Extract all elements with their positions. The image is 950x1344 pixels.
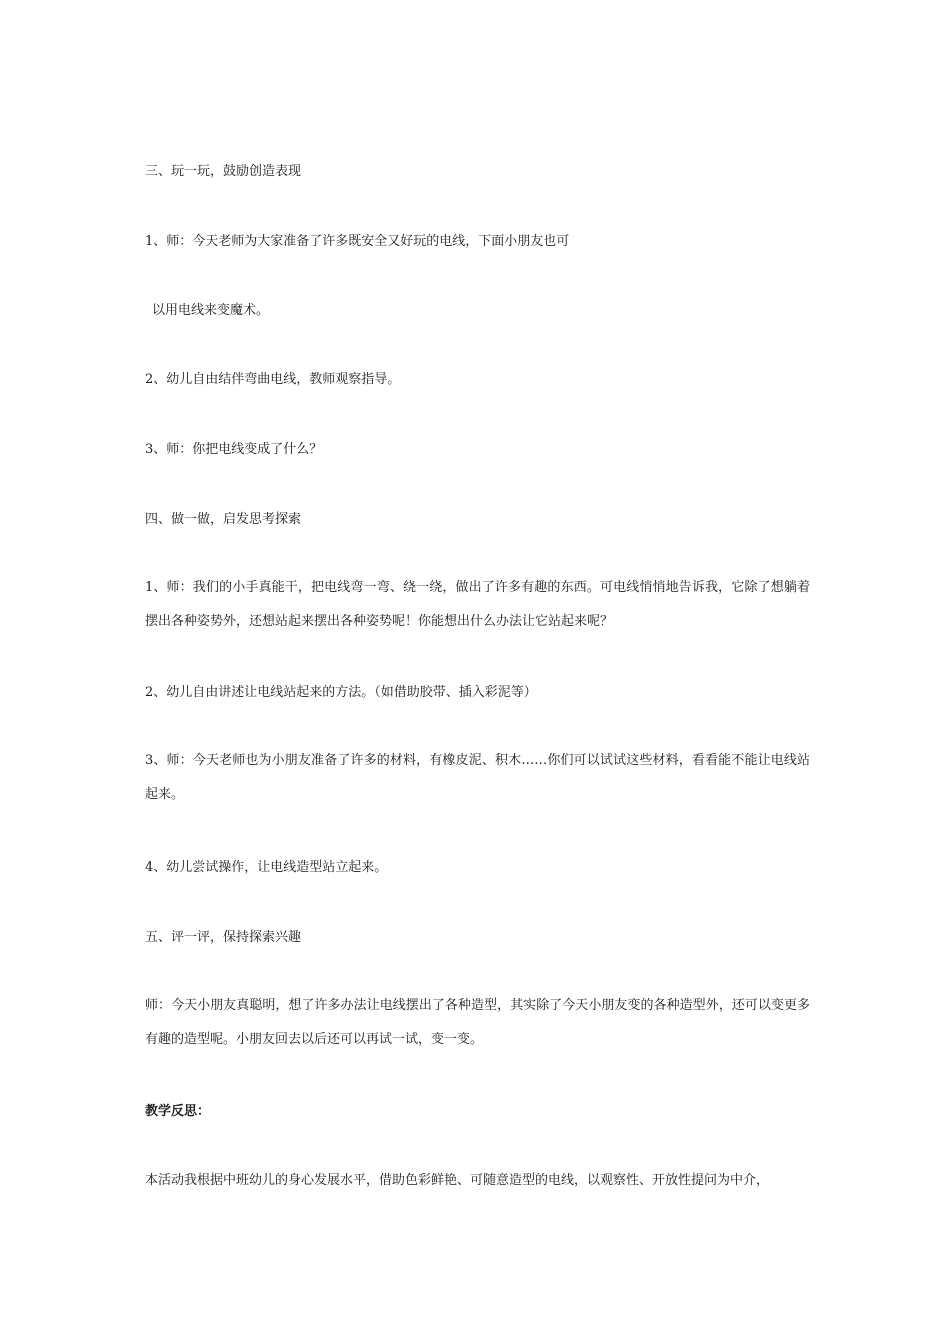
reflection-paragraph: 本活动我根据中班幼儿的身心发展水平，借助色彩鲜艳、可随意造型的电线，以观察性、开放性提问为中介， [145, 1173, 770, 1188]
section-3-item-3: 3、师：你把电线变成了什么？ [145, 442, 323, 457]
section-4-item-1: 1、师：我们的小手真能干，把电线弯一弯、绕一绕，做出了许多有趣的东西。可电线悄悄地告诉我，它除了想躺着摆出各种姿势外，还想站起来摆出各种姿势呢！你能想出什么办法让它站起来呢？ [145, 580, 810, 629]
section-4-item-4: 4、幼儿尝试操作，让电线造型站立起来。 [145, 860, 388, 875]
section-3-item-1-line-1: 1、师：今天老师为大家准备了许多既安全又好玩的电线，下面小朋友也可 [145, 234, 570, 249]
section-5-paragraph: 师：今天小朋友真聪明，想了许多办法让电线摆出了各种造型，其实除了今天小朋友变的各种造型外，还可以变更多有趣的造型呢。小朋友回去以后还可以再试一试，变一变。 [145, 998, 810, 1047]
section-4-heading: 四、做一做，启发思考探索 [145, 512, 302, 527]
section-4-item-2: 2、幼儿自由讲述让电线站起来的方法。（如借助胶带、插入彩泥等） [145, 685, 537, 700]
section-3-item-1-line-2: 以用电线来变魔术。 [152, 303, 270, 318]
section-3-heading: 三、玩一玩，鼓励创造表现 [145, 164, 302, 179]
reflection-heading: 教学反思： [145, 1104, 211, 1119]
section-5-heading: 五、评一评，保持探索兴趣 [145, 930, 302, 945]
section-3-item-2: 2、幼儿自由结伴弯曲电线，教师观察指导。 [145, 372, 401, 387]
section-4-item-3: 3、师：今天老师也为小朋友准备了许多的材料，有橡皮泥、积木……你们可以试试这些材料，看看能不能让电线站起来。 [145, 753, 810, 802]
